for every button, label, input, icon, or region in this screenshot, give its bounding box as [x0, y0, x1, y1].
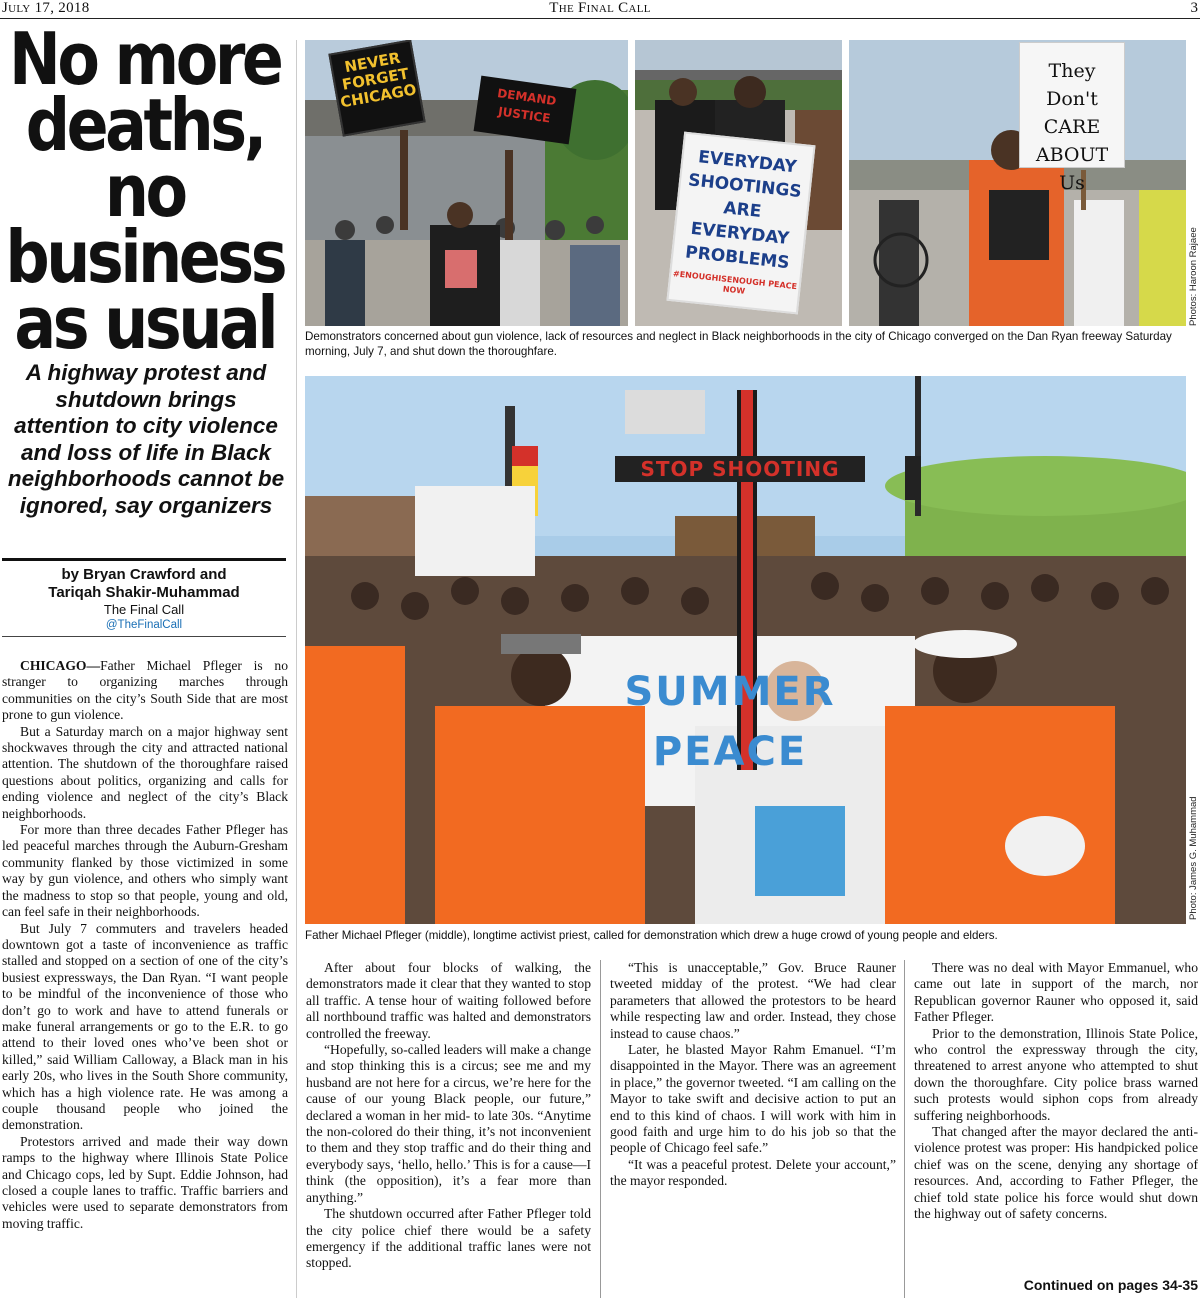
article-paragraph: The shutdown occurred after Father Pfleger told the city police chief there would be a safety emergency if the additional traffic lanes were not stopped. [306, 1206, 591, 1271]
top-photo-caption: Demonstrators concerned about gun violence, lack of resources and neglect in Black neighborhoods in the city of Chicago converged on the Dan Ryan freeway Saturday morning, July 7, and shut down the thoroughfare. [305, 330, 1172, 358]
sign-everyday-shootings [666, 132, 815, 315]
byline-rule [2, 636, 286, 637]
deck-rule [2, 558, 286, 561]
byline-authors: by Bryan Crawford and [61, 566, 227, 583]
photo-they-dont-care-image [849, 40, 1186, 326]
article-column-2 [306, 960, 591, 1296]
article-paragraph: Prior to the demonstration, Illinois State Police, who control the expressway through the city, threatened to arrest anyone who attempted to shut down the thoroughfare. City police brass warned such protests would siphon cops from already suffering neighborhoods. [914, 1025, 1198, 1123]
article-paragraph: That changed after the mayor declared the anti-violence protest was proper: His handpicked police chief was on the scene, denying any shortage of resources. And, according to Father Pfleger, the chief told state police his force would shut down the highway out of safety concerns. [914, 1124, 1198, 1222]
sign-everyday-hashtag: #ENOUGHISENOUGH PEACE NOW [672, 269, 798, 296]
banner-summer-peace: SUMMER PEACE [624, 669, 836, 775]
column-rule [600, 960, 601, 1298]
photo-they-dont-care [849, 40, 1186, 326]
deck-subhead: A highway protest and shutdown brings attention to city violence and loss of life in Black neighborhoods cannot be ignored, say organizers [7, 360, 285, 518]
headline-line: business [5, 215, 285, 299]
dateline: CHICAGO— [20, 658, 101, 673]
main-photo-credit: Photo: James G. Muhammad [1188, 796, 1199, 920]
column-rule [296, 40, 297, 1298]
article-paragraph: “Hopefully, so-called leaders will make a change and stop thinking this is a circus; see me and my husband are not here for a circus, we’re here for the cause of our young Black people, our future,” declared a woman in her mid- to late 30s. “Anytime the non-colored do their thing, it’s not inconvenient to them and they stop traffic and do their thing and everybody says, ‘hello, hello.’ This is for a cause—I think (the opposition), it’s a fear more than anything.” [306, 1042, 591, 1205]
sign-everyday-text: EVERYDAY SHOOTINGS ARE EVERYDAY PROBLEMS [684, 147, 803, 274]
main-photo-caption: Father Michael Pfleger (middle), longtime activist priest, called for demonstration which drew a huge crowd of young people and elders. [305, 929, 998, 942]
article-paragraph: Later, he blasted Mayor Rahm Emanuel. “I’m disappointed in the Mayor. There was an agreement in place,” the governor tweeted. “I am calling on the Mayor to take swift and decisive action to put an end to this kind of chaos. I will work with him in good faith and urge him to do his job so that the people of Chicago feel safe.” [610, 1042, 896, 1156]
article-paragraph: After about four blocks of walking, the demonstrators made it clear that they wanted to stop all traffic. A tense hour of waiting followed before all northbound traffic was halted and demonstrators controlled the freeway. [306, 960, 591, 1041]
article-paragraph: “This is unacceptable,” Gov. Bruce Rauner tweeted midday of the protest. “We had clear parameters that allowed the protestors to be heard while respecting law and order. Instead, they chose instead to cause chaos.” [610, 960, 896, 1041]
sign-they-dont-care: They Don't CARE ABOUT Us [1019, 42, 1125, 168]
sign-demand-justice: DEMAND JUSTICE [474, 76, 577, 145]
twitter-handle-link[interactable]: @TheFinalCall [105, 619, 183, 631]
top-photo-credit: Photos: Haroon Rajaee [1188, 227, 1199, 326]
issue-date: July 17, 2018 [2, 0, 90, 16]
article-column-4 [914, 960, 1198, 1276]
byline [2, 566, 286, 633]
article-column-3 [610, 960, 896, 1296]
sign-never-forget: NEVER FORGET CHICAGO [328, 40, 425, 137]
article-paragraph: There was no deal with Mayor Emmanuel, who came out late in support of the march, nor Republican governor Rauner who opposed it, said Father Pfleger. [914, 960, 1198, 1025]
article-column-1 [2, 658, 288, 1298]
continued-on-pages: Continued on pages 34-35 [1023, 1277, 1198, 1293]
headline [2, 17, 288, 365]
article-paragraph: For more than three decades Father Pfleger has led peaceful marches through the Auburn-Gresham community flanked by those victimized in some way by gun violence, and others who simply want the madness to stop so that people, young and old, can feel safe in their neighborhoods. [2, 822, 288, 920]
article-paragraph: Protestors arrived and made their way down ramps to the highway where Illinois State Police and Chicago cops, led by Supt. Eddie Johnson, had closed a couple lanes to traffic. Traffic barriers and vehicles were used to separate demonstrators from moving traffic. [2, 1133, 288, 1231]
byline-authors: Tariqah Shakir-Muhammad [48, 584, 240, 601]
column-rule [904, 960, 905, 1298]
article-paragraph: But July 7 commuters and travelers headed downtown got a taste of inconvenience as traffic stalled and stopped on a section of one of the city’s busiest expressways, the Dan Ryan. “I want people to be mindful of the inconvenience of those who don’t go to work and have to attend funerals or make funeral arrangements or go to the E.R. to go attend to their loved ones who’ve been shot or killed,” said William Calloway, a Black man in his early 20s, who lives in the South Shore community, which has a high violence rate. He was among a couple thousand people who joined the demonstration. [2, 920, 288, 1133]
article-paragraph: “It was a peaceful protest. Delete your account,” the mayor responded. [610, 1156, 896, 1189]
byline-org: The Final Call [103, 602, 185, 617]
photo-everyday-shootings [635, 40, 842, 326]
headline-line: No more [9, 17, 281, 101]
article-paragraph: But a Saturday march on a major highway sent shockwaves through the city and attracted national attention. The shutdown of the thoroughfare raised questions about politics, organizing and calls for ending violence and neglect of the city’s Black neighborhoods. [2, 723, 288, 821]
sign-stop-shooting: STOP SHOOTING [615, 456, 865, 482]
article-paragraph: CHICAGO—Father Michael Pfleger is no stranger to organizing marches through communities on the city’s South Side that are most prone to gun violence. [2, 658, 288, 723]
headline-line: deaths, no [25, 83, 264, 233]
page-number: 3 [1190, 0, 1198, 16]
photo-never-forget [305, 40, 628, 326]
paper-name: The Final Call [549, 0, 651, 16]
photo-main-march [305, 376, 1186, 924]
headline-line: as usual [14, 281, 276, 365]
